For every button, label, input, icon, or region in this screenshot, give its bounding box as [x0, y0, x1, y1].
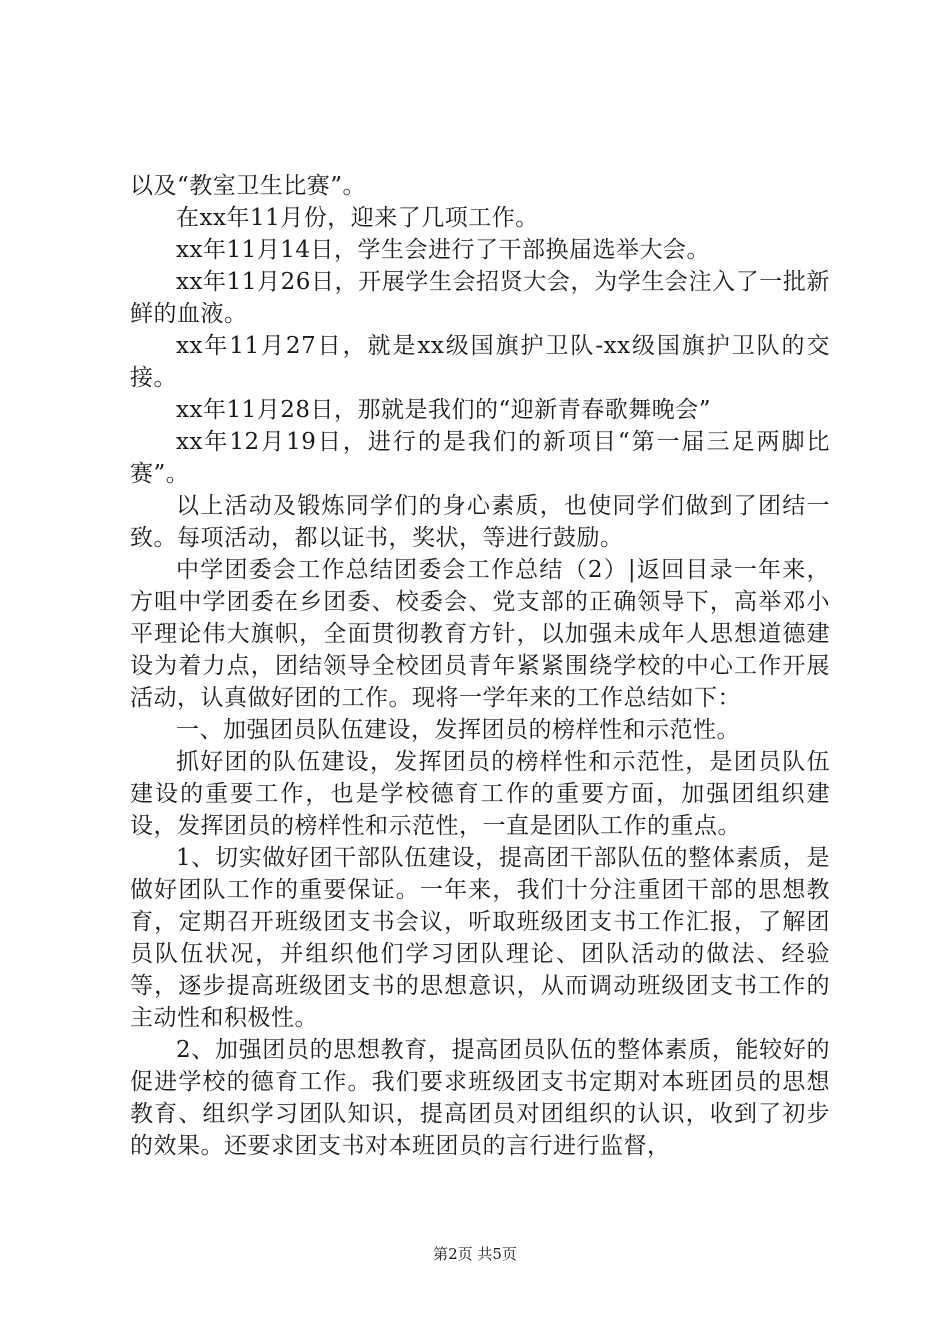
paragraph-2: 在xx年11月份，迎来了几项工作。	[176, 205, 539, 231]
paragraph-3: xx年11月14日，学生会进行了干部换届选举大会。	[176, 237, 710, 263]
paragraph-11: 抓好团的队伍建设，发挥团员的榜样性和示范性，是团员队伍建设的重要工作，也是学校德育工作的重要方面，加强团组织建设，发挥团员的榜样性和示范性，一直是团队工作的重点。	[130, 749, 830, 839]
paragraph-10: 一、加强团员队伍建设，发挥团员的榜样性和示范性。	[176, 717, 740, 743]
paragraph-6: xx年11月28日，那就是我们的“迎新青春歌舞晚会”	[176, 397, 711, 423]
paragraph-1: 以及“教室卫生比赛”。	[130, 173, 367, 199]
paragraph-12: 1、切实做好团干部队伍建设，提高团干部队伍的整体素质，是做好团队工作的重要保证。一年来，我们十分注重团干部的思想教育，定期召开班级团支书会议，听取班级团支书工作汇报，了解团员队伍状况，并组织他们学习团队理论、团队活动的做法、经验等，逐步提高班级团支书的思想意识，从而调动班级团支书工作的主动性和积极性。	[130, 845, 830, 1031]
page-footer: 第2页 共5页	[433, 1245, 517, 1263]
document-body	[130, 170, 830, 1162]
paragraph-7: xx年12月19日，进行的是我们的新项目“第一届三足两脚比赛”。	[130, 429, 830, 487]
paragraph-13: 2、加强团员的思想教育，提高团员队伍的整体素质，能较好的促进学校的德育工作。我们要求班级团支书定期对本班团员的思想教育、组织学习团队知识，提高团员对团组织的认识，收到了初步的效果。还要求团支书对本班团员的言行进行监督，	[130, 1037, 830, 1159]
paragraph-5: xx年11月27日，就是xx级国旗护卫队-xx级国旗护卫队的交接。	[130, 333, 830, 391]
paragraph-4: xx年11月26日，开展学生会招贤大会，为学生会注入了一批新鲜的血液。	[130, 269, 830, 327]
paragraph-9: 中学团委会工作总结团委会工作总结（2）|返回目录一年来，方咀中学团委在乡团委、校委会、党支部的正确领导下，高举邓小平理论伟大旗帜，全面贯彻教育方针，以加强未成年人思想道德建设为着力点，团结领导全校团员青年紧紧围绕学校的中心工作开展活动，认真做好团的工作。现将一学年来的工作总结如下：	[130, 557, 830, 711]
paragraph-8: 以上活动及锻炼同学们的身心素质，也使同学们做到了团结一致。每项活动，都以证书，奖状，等进行鼓励。	[130, 493, 830, 551]
